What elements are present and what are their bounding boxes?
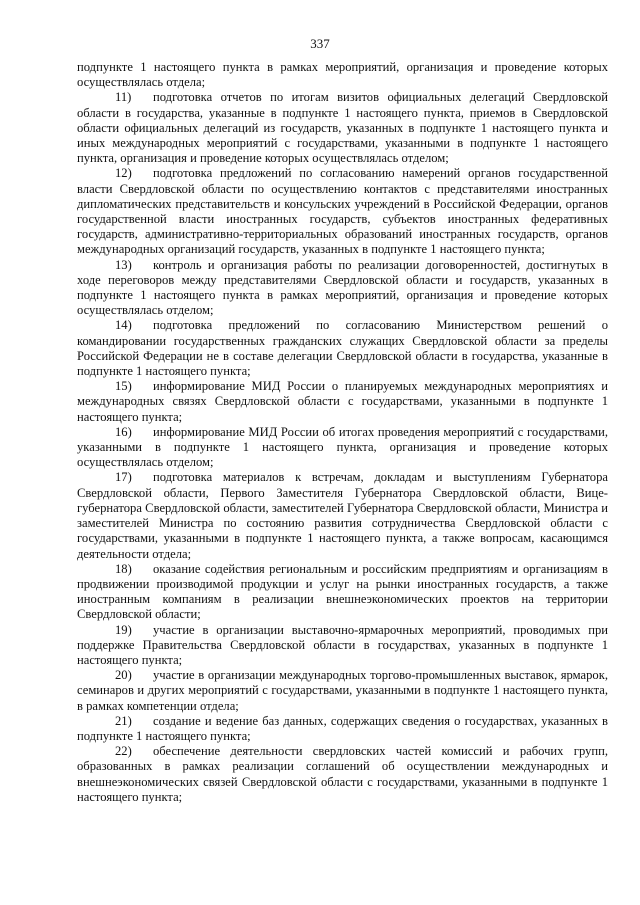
paragraph-text: подпункте 1 настоящего пункта в рамках мероприятий, организация и проведение которых осуществлялась отдела;	[77, 60, 608, 90]
list-item	[77, 623, 608, 669]
list-item	[77, 258, 608, 319]
list-item	[77, 318, 608, 379]
list-item-number: 18)	[115, 561, 132, 576]
paragraph-text: создание и ведение баз данных, содержащих сведения о государствах, указанных в подпункте 1 настоящего пункта;	[77, 713, 608, 743]
list-item	[77, 425, 608, 471]
list-item-number: 22)	[115, 744, 132, 759]
paragraph-text: оказание содействия региональным и российским предприятиям и организациям в продвижении производимой продукции и услуг на рынки иностранных государств, а также иностранным компаниям в реализации внешнеэкономических проектов на территории Свердловской области;	[77, 561, 608, 622]
list-item-number: 21)	[115, 713, 132, 728]
paragraph-text: информирование МИД России об итогах проведения мероприятий с государствами, указанными в подпункте 1 настоящего пункта, организация и проведение которых осуществлялась отделом;	[77, 424, 608, 470]
paragraph-text: подготовка отчетов по итогам визитов официальных делегаций Свердловской области в государства, указанные в подпункте 1 настоящего пункта, приемов в Свердловской области официальных делегаций из государств, указанных в подпункте 1 настоящего пункта и иных международных мероприятий с государствами, указанными в подпункте 1 настоящего пункта, организация и проведение которых осуществлялась отделом;	[77, 90, 608, 166]
list-item	[77, 668, 608, 714]
paragraph-text: обеспечение деятельности свердловских частей комиссий и рабочих групп, образованных в рамках реализации соглашений об осуществлении международных и внешнеэкономических связей Свердловской области с государствами, указанными в подпункте 1 настоящего пункта;	[77, 744, 608, 804]
paragraph-text: участие в организации международных торгово-промышленных выставок, ярмарок, семинаров и других мероприятий с государствами, указанными в подпункте 1 настоящего пункта, в рамках компетенции отдела;	[77, 668, 608, 713]
list-item	[77, 744, 608, 805]
list-item	[77, 166, 608, 257]
paragraph-text: информирование МИД России о планируемых международных мероприятиях и международных связях Свердловской области с государствами, указанными в подпункте 1 настоящего пункта;	[77, 379, 608, 424]
paragraph-text: подготовка предложений по согласованию Министерством решений о командировании государственных гражданских служащих Свердловской области за пределы Российской Федерации не в составе делегации Свердловской области в государства, указанные в подпункте 1 настоящего пункта;	[77, 318, 608, 379]
list-item-number: 11)	[115, 90, 132, 105]
list-item-number: 16)	[115, 424, 132, 439]
paragraph-text: участие в организации выставочно-ярмарочных мероприятий, проводимых при поддержке Правительства Свердловской области в государствах, указанных в подпункте 1 настоящего пункта;	[77, 622, 608, 667]
page-number: 337	[310, 36, 330, 51]
list-item	[77, 379, 608, 425]
paragraph-text: подготовка предложений по согласованию намерений органов государственной власти Свердловской области по осуществлению контактов с представителями иностранных дипломатических представительств и консульских учреждений в Российской Федерации, органов государственной власти иностранных государств, субъектов иностранных федеративных государств, административно-территориальных образований иностранных государств, органов международных организаций государств, указанных в подпункте 1 настоящего пункта;	[77, 166, 608, 257]
list-item	[77, 562, 608, 623]
paragraph-text: контроль и организация работы по реализации договоренностей, достигнутых в ходе переговоров между представителями Свердловской области и государств, указанных в подпункте 1 настоящего пункта в рамках мероприятий, организация и проведение которых осуществлялась отделом;	[77, 257, 608, 318]
list-item-number: 14)	[115, 318, 132, 333]
list-item-number: 15)	[115, 379, 132, 394]
document-body	[77, 60, 608, 805]
list-item-number: 17)	[115, 470, 132, 485]
list-item	[77, 90, 608, 166]
continued-paragraph	[77, 60, 608, 90]
list-item-number: 19)	[115, 622, 132, 637]
list-item-number: 12)	[115, 166, 132, 181]
paragraph-text: подготовка материалов к встречам, докладам и выступлениям Губернатора Свердловской области, Первого Заместителя Губернатора Свердловской области, Вице-губернатора Свердловской области, заместителей Губернатора Свердловской области, Министра и заместителей Министра по состоянию развития сотрудничества Свердловской области с государствами, указанными в подпункте 1 настоящего пункта, а также вопросам, касающимся деятельности отдела;	[77, 470, 608, 561]
list-item-number: 13)	[115, 257, 132, 272]
list-item	[77, 470, 608, 561]
list-item-number: 20)	[115, 668, 132, 683]
list-item	[77, 714, 608, 744]
